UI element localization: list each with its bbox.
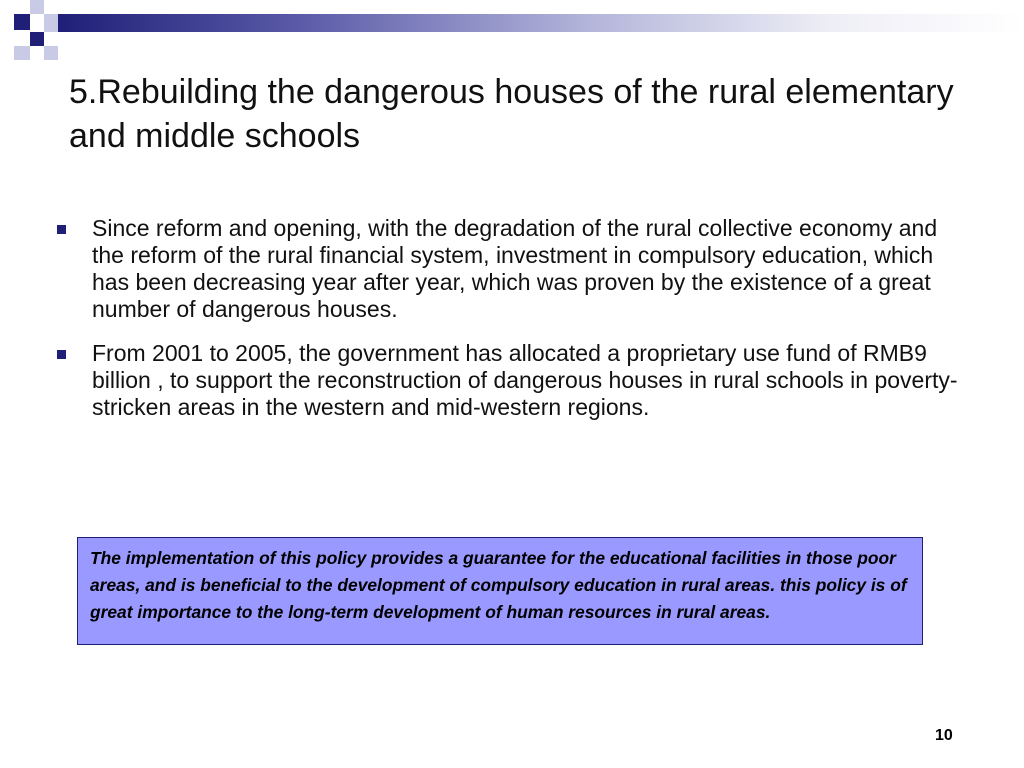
bullet-list	[55, 215, 975, 438]
square-bullet-icon	[57, 350, 66, 359]
page-number: 10	[935, 727, 953, 744]
deco-square-light	[30, 0, 44, 14]
square-bullet-icon	[57, 225, 66, 234]
bullet-text: Since reform and opening, with the degradation of the rural collective economy and the reform of the rural financial system, investment in compulsory education, which has been decreasing year after year, which was proven by the existence of a great number of dangerous houses.	[92, 215, 938, 322]
callout-box	[77, 537, 923, 645]
deco-square-light	[14, 46, 30, 60]
deco-square-dark	[14, 14, 30, 30]
deco-square-light	[44, 46, 58, 60]
header-gradient-bar	[58, 14, 1024, 32]
bullet-item	[55, 215, 975, 323]
deco-square-dark	[30, 32, 44, 46]
callout-text: The implementation of this policy provides a guarantee for the educational facilities in those poor areas, and is beneficial to the development of compulsory education in rural areas. this policy is of great importance to the long-term development of human resources in rural areas.	[90, 548, 907, 622]
slide-title: 5.Rebuilding the dangerous houses of the rural elementary and middle schools	[69, 73, 954, 155]
bullet-text: From 2001 to 2005, the government has allocated a proprietary use fund of RMB9 billion , to support the reconstruction of dangerous houses in rural schools in poverty-stricken areas in the western and mid-western regions.	[92, 340, 958, 420]
bullet-item	[55, 340, 975, 421]
